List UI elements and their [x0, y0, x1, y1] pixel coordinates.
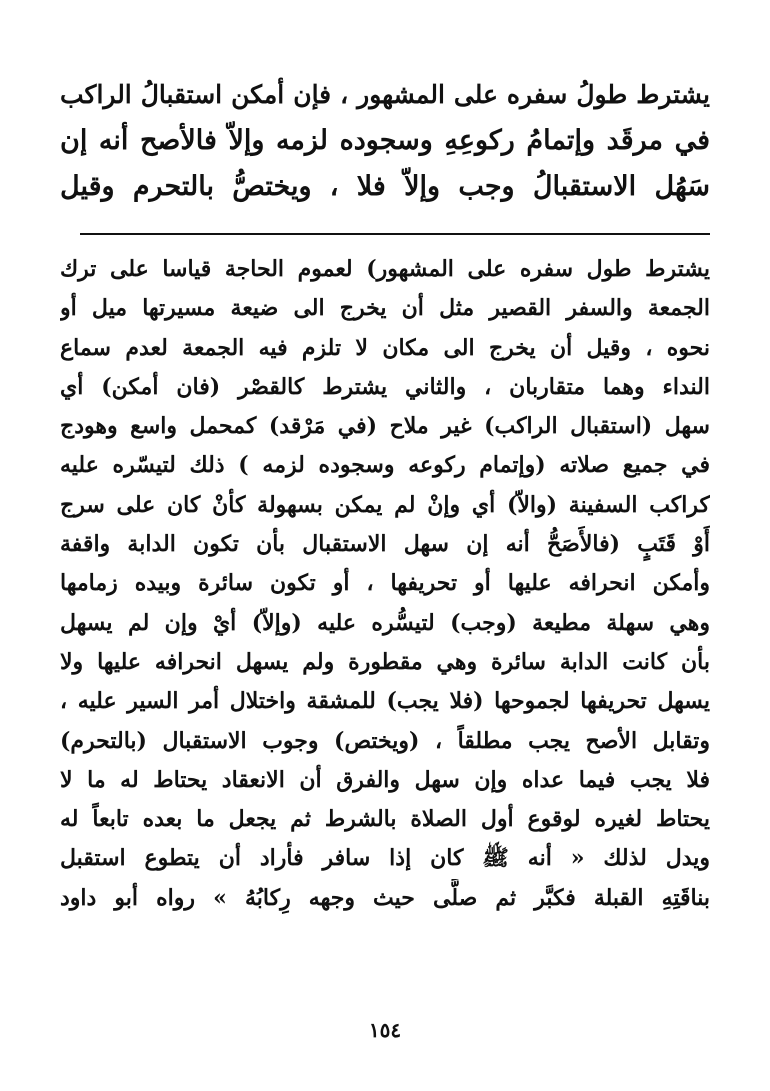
commentary-line: ويدل لذلك « أنه ﷺ كان إذا سافر فأراد أن يتطوع استقبل — [60, 845, 710, 872]
main-text-line: في مرقَد وإتمامُ ركوعِهِ وسجوده لزمه وإلاّ فالأصح أنه إن — [60, 125, 710, 156]
main-text-line: يشترط طولُ سفره على المشهور ، فإن أمكن استقبالُ الراكب — [60, 80, 710, 109]
commentary-line: فلا يجب فيما عداه وإن سهل والفرق أن الانعقاد يحتاط له ما لا — [60, 766, 710, 793]
commentary-line: يشترط طول سفره على المشهور) لعموم الحاجة قياسا على ترك — [60, 256, 710, 282]
commentary-block — [60, 250, 710, 918]
commentary-line: كراكب السفينة (والاّ) أي وإنْ لم يمكن بسهولة كأنْ كان على سرج — [60, 491, 710, 518]
commentary-line: بأن كانت الدابة سائرة وهي مقطورة ولم يسهل انحرافه عليها ولا — [60, 648, 710, 675]
commentary-line: الجمعة والسفر القصير مثل أن يخرج الى ضيعة مسيرتها ميل أو — [60, 295, 710, 322]
commentary-line: سهل (استقبال الراكب) غير ملاح (في مَرْقد) كمحمل واسع وهودج — [60, 413, 710, 440]
commentary-line: أَوْ قَتَبٍ (فالأَصَحُّ أنه إن سهل الاستقبال بأن تكون الدابة واقفة — [60, 531, 710, 558]
main-text-line: سَهُل الاستقبالُ وجب وإلاّ فلا ، ويختصُّ بالتحرم وقيل — [60, 171, 710, 202]
page-number: ١٥٤ — [368, 1018, 402, 1042]
commentary-line: يحتاط لغيره لوقوع أول الصلاة بالشرط ثم يجعل ما بعده تابعاً له — [60, 806, 710, 833]
commentary-line: وتقابل الأصح يجب مطلقاً ، (ويختص) وجوب الاستقبال (بالتحرم) — [60, 727, 710, 754]
commentary-line: يسهل تحريفها لجموحها (فلا يجب) للمشقة واختلال أمر السير عليه ، — [60, 688, 710, 715]
commentary-line: نحوه ، وقيل أن يخرج الى مكان لا تلزم فيه الجمعة لعدم سماع — [60, 334, 710, 361]
commentary-line: وأمكن انحرافه عليها أو تحريفها ، أو تكون سائرة وبيده زمامها — [60, 570, 710, 597]
commentary-line: النداء وهما متقاربان ، والثاني يشترط كالقصْر (فان أمكن) أي — [60, 373, 710, 400]
commentary-line: بناقَتِهِ القبلة فكبَّر ثم صلَّى حيث وجهه رِكابُهُ » رواه أبو داود — [60, 884, 710, 911]
main-text-block — [60, 72, 710, 210]
commentary-line: في جميع صلاته (وإتمام ركوعه وسجوده لزمه ) ذلك لتيسّره عليه — [60, 452, 710, 479]
section-divider — [80, 233, 710, 235]
commentary-line: وهي سهلة مطيعة (وجب) لتيسُّره عليه (وإلاّ) أيْ وإن لم يسهل — [60, 609, 710, 636]
